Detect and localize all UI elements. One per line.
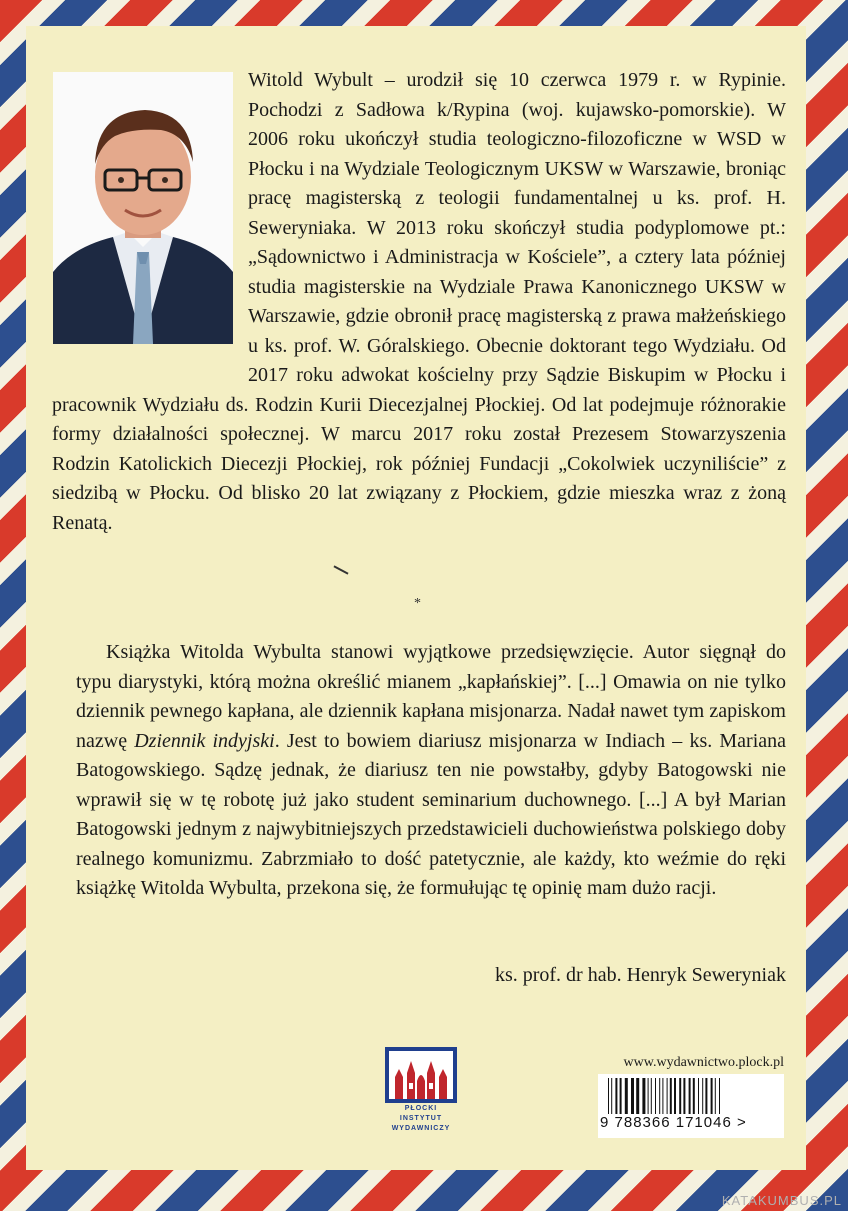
publisher-logo [385,1047,457,1131]
review-book-title: Dziennik indyjski [134,729,275,752]
review-text-part1: Książka Witolda Wybulta stanowi wyjątkowe przedsięwzięcie. Autor sięgnął do typu diarystyki, którą można określić mianem „kapłańskiej”. [...] Omawia on nie tylko dziennik pewnego kapłana, ale dziennik kapłana misjonarza. Nadał nawet tym zapiskom nazwę [76,641,786,752]
barcode-bar [611,1078,612,1114]
barcode-bar [683,1078,685,1114]
publisher-url: www.wydawnictwo.plock.pl [623,1055,784,1070]
barcode-bar [620,1078,622,1114]
author-bio [52,66,786,538]
review-text-part2: . Jest to bowiem diariusz misjonarza w Indiach – ks. Mariana Batogowskiego. Sądzę jednak, że diariusz ten nie powstałby, gdyby Batogowski nie wprawił się w tę robotę już jako student seminarium duchownego. [...] A był Marian Batogowski jednym z najwybitniejszych przedstawicieli duchowieństwa polskiego doby realnego komunizmu. Zabrzmiało to dość patetycznie, ale każdy, kto weźmie do ręki książkę Witolda Wybulta, przekona się, że formułując tę opinię mam dużo racji. [76,729,787,899]
barcode-bar [636,1078,639,1114]
barcode-bars [608,1078,774,1114]
barcode-bar [705,1078,707,1114]
barcode-bar [642,1078,645,1114]
barcode-bar [615,1078,617,1114]
barcode-bar [670,1078,672,1114]
barcode-bar [711,1078,713,1114]
barcode-bar [655,1078,656,1114]
barcode-bar [702,1078,703,1114]
barcode-bar [659,1078,660,1114]
barcode-bar [648,1078,649,1114]
barcode-bar [651,1078,652,1114]
author-bio-text: Witold Wybult – urodził się 10 czerwca 1979 r. w Rypinie. Pochodzi z Sadłowa k/Rypina (woj. kujawsko-pomorskie). W 2006 roku ukończył studia teologiczno-filozoficzne w WSD w Płocku i na Wydziale Teologicznym UKSW w Warszawie, broniąc pracę magisterską z teologii fundamentalnej u ks. prof. H. Seweryniaka. W 2013 roku skończył studia podyplomowe pt.: „Sądownictwo i Administracja w Kościele”, a cztery lata później studia magisterskie na Wydziale Prawa Kanonicznego UKSW w Warszawie, gdzie obronił pracę magisterską z prawa małżeńskiego u ks. prof. W. Góralskiego. Obecnie doktorant tego Wydziału. Od 2017 roku adwokat kościelny przy Sądzie Biskupim w Płocku i pracownik Wydziału ds. Rodzin Kurii Diecezjalnej Płockiej. Od lat podejmuje różnorakie formy działalności społecznej. W marcu 2017 roku został Prezesem Stowarzyszenia Rodzin Katolickich Diecezji Płockiej, rok później Fundacji „Cokolwiek uczyniliście” z siedzibą w Płocku. Od blisko 20 lat związany z Płockiem, gdzie mieszka wraz z żoną Renatą. [52,69,786,534]
publisher-logo-emblem [385,1047,457,1103]
barcode-bar [719,1078,720,1114]
publisher-logo-line2: INSTYTUT [399,1115,443,1122]
barcode-bar [625,1078,628,1114]
barcode-bar [689,1078,691,1114]
barcode-digits: 9 788366 171046 > [600,1114,747,1131]
photo-spacer [52,66,248,371]
barcode-bar [662,1078,663,1114]
barcode-bar [631,1078,634,1114]
watermark: KATAKUMBUS.PL [721,1193,842,1208]
review-signature: ks. prof. dr hab. Henryk Seweryniak [494,964,786,986]
isbn-barcode [598,1074,784,1138]
barcode-bar [698,1078,699,1114]
review-quote [76,638,786,904]
section-separator: * [414,596,421,611]
barcode-bar [693,1078,695,1114]
barcode-bar [667,1078,668,1114]
barcode-bar [715,1078,716,1114]
publisher-logo-line1: PŁOCKI [404,1105,438,1112]
barcode-bar [679,1078,681,1114]
barcode-bar [608,1078,609,1114]
barcode-bar [674,1078,676,1114]
publisher-logo-line3: WYDAWNICZY [391,1125,451,1132]
